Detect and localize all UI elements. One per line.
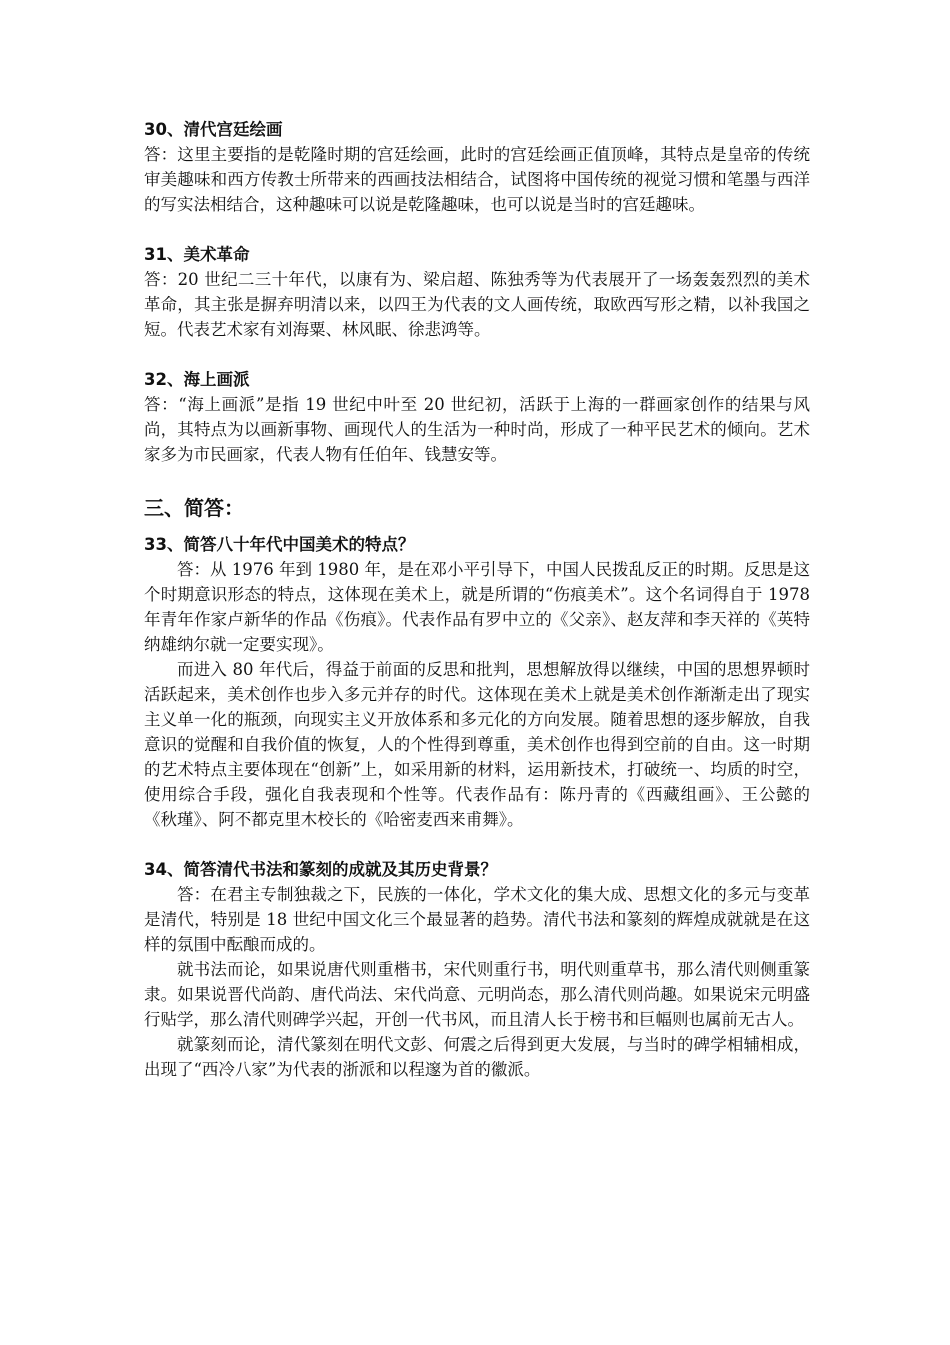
question-33 (144, 532, 810, 832)
entry-title: 30、清代宫廷绘画 (144, 120, 283, 139)
entry-title: 31、美术革命 (144, 245, 250, 264)
question-title: 34、简答清代书法和篆刻的成就及其历史背景？ (144, 860, 497, 879)
entry-answer: 答：这里主要指的是乾隆时期的宫廷绘画，此时的宫廷绘画正值顶峰，其特点是皇帝的传统审美趣味和西方传教士所带来的西画技法相结合，试图将中国传统的视觉习惯和笔墨与西洋的写实法相结合，这种趣味可以说是乾隆趣味，也可以说是当时的宫廷趣味。 (144, 145, 810, 214)
answer-paragraph: 就篆刻而论，清代篆刻在明代文彭、何震之后得到更大发展，与当时的碑学相辅相成，出现了“西冷八家”为代表的浙派和以程邃为首的徽派。 (144, 1035, 810, 1079)
entry-answer: 答：20 世纪二三十年代，以康有为、梁启超、陈独秀等为代表展开了一场轰轰烈烈的美术革命，其主张是摒弃明清以来，以四王为代表的文人画传统，取欧西写形之精，以补我国之短。代表艺术家有刘海粟、林风眠、徐悲鸿等。 (144, 270, 810, 339)
answer-paragraph: 就书法而论，如果说唐代则重楷书，宋代则重行书，明代则重草书，那么清代则侧重篆隶。如果说晋代尚韵、唐代尚法、宋代尚意、元明尚态，那么清代则尚趣。如果说宋元明盛行贴学，那么清代则碑学兴起，开创一代书风，而且清人长于榜书和巨幅则也属前无古人。 (144, 960, 810, 1029)
answer-paragraph: 答：从 1976 年到 1980 年，是在邓小平引导下，中国人民拨乱反正的时期。反思是这个时期意识形态的特点，这体现在美术上，就是所谓的“伤痕美术”。这个名词得自于 1978 年青年作家卢新华的作品《伤痕》。代表作品有罗中立的《父亲》、赵友萍和李天祥的《英特纳雄纳尔就一定要实现》。 (144, 560, 810, 654)
answer-paragraph: 而进入 80 年代后，得益于前面的反思和批判，思想解放得以继续，中国的思想界顿时活跃起来，美术创作也步入多元并存的时代。这体现在美术上就是美术创作渐渐走出了现实主义单一化的瓶颈，向现实主义开放体系和多元化的方向发展。随着思想的逐步解放，自我意识的觉醒和自我价值的恢复，人的个性得到尊重，美术创作也得到空前的自由。这一时期的艺术特点主要体现在“创新”上，如采用新的材料，运用新技术，打破统一、均质的时空，使用综合手段，强化自我表现和个性等。代表作品有：陈丹青的《西藏组画》、王公懿的《秋瑾》、阿不都克里木校长的《哈密麦西来甫舞》。 (144, 660, 810, 829)
answer-paragraph: 答：在君主专制独裁之下，民族的一体化，学术文化的集大成、思想文化的多元与变革是清代，特别是 18 世纪中国文化三个最显著的趋势。清代书法和篆刻的辉煌成就就是在这样的氛围中酝酿而成的。 (144, 885, 810, 954)
question-34 (144, 857, 810, 1082)
term-entry-30 (144, 117, 810, 217)
section-heading: 三、简答： (144, 496, 244, 520)
term-entry-31 (144, 242, 810, 342)
entry-title: 32、海上画派 (144, 370, 250, 389)
question-title: 33、简答八十年代中国美术的特点？ (144, 535, 415, 554)
entry-answer: 答：“海上画派”是指 19 世纪中叶至 20 世纪初，活跃于上海的一群画家创作的结果与风尚，其特点为以画新事物、画现代人的生活为一种时尚，形成了一种平民艺术的倾向。艺术家多为市民画家，代表人物有任伯年、钱慧安等。 (144, 395, 810, 464)
term-entry-32 (144, 367, 810, 467)
